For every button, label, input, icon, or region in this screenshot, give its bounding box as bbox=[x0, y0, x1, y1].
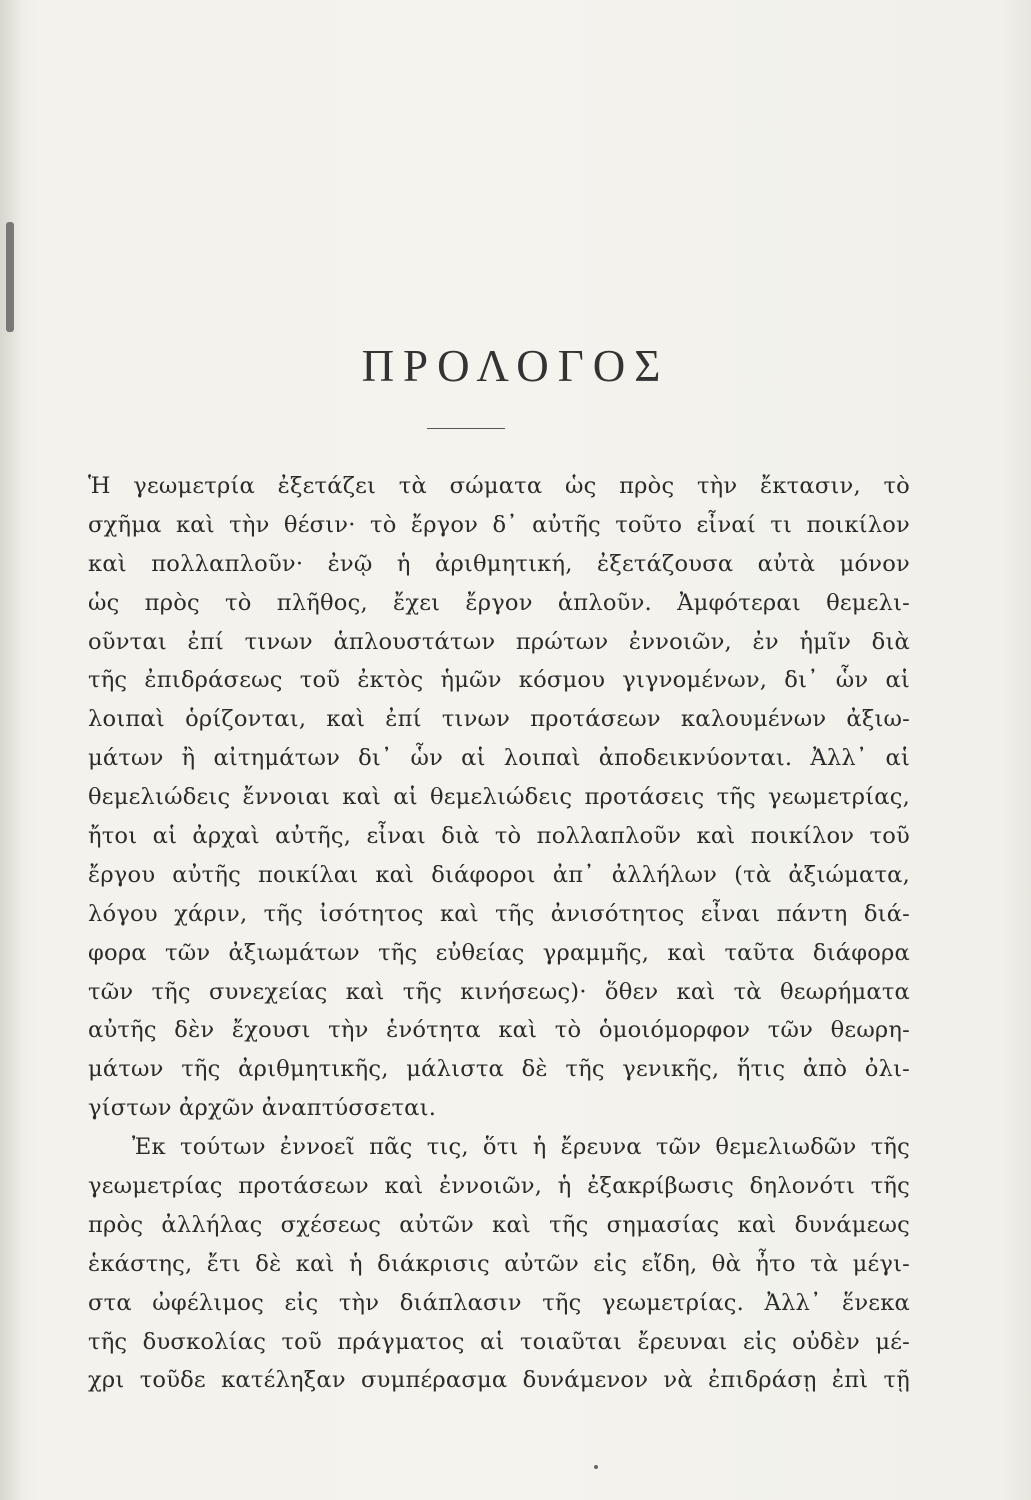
text-line: πρὸς ἀλλήλας σχέσεως αὐτῶν καὶ τῆς σημασίας καὶ δυνάμεως bbox=[88, 1211, 910, 1238]
text-line: Ἡ γεωμετρία ἐξετάζει τὰ σώματα ὡς πρὸς τὴν ἔκτασιν, τὸ bbox=[88, 473, 910, 499]
text-line: ἔργου αὐτῆς ποικίλαι καὶ διάφοροι ἀπ᾽ ἀλλήλων (τὰ ἀξιώματα, bbox=[88, 861, 910, 888]
text-line: οῦνται ἐπί τινων ἁπλουστάτων πρώτων ἐννοιῶν, ἐν ἡμῖν διὰ bbox=[88, 628, 910, 655]
text-line: ἤτοι αἱ ἀρχαὶ αὐτῆς, εἶναι διὰ τὸ πολλαπλοῦν καὶ ποικίλον τοῦ bbox=[88, 823, 910, 850]
text-line-paragraph-start: Ἐκ τούτων ἐννοεῖ πᾶς τις, ὅτι ἡ ἔρευνα τῶν θεμελιωδῶν τῆς bbox=[132, 1134, 910, 1161]
ink-speck bbox=[594, 1465, 598, 1469]
text-line: φορα τῶν ἀξιωμάτων τῆς εὐθείας γραμμῆς, καὶ ταῦτα διάφορα bbox=[88, 939, 910, 966]
page-title: ΠΡΟΛΟΓΟΣ bbox=[361, 341, 670, 391]
text-line: θεμελιώδεις ἔννοιαι καὶ αἱ θεμελιώδεις προτάσεις τῆς γεωμετρίας, bbox=[88, 784, 910, 811]
text-line: τῆς ἐπιδράσεως τοῦ ἐκτὸς ἡμῶν κόσμου γιγνομένων, δι᾽ ὧν αἱ bbox=[88, 667, 910, 694]
body-text bbox=[88, 467, 910, 1400]
text-line: ὡς πρὸς τὸ πλῆθος, ἔχει ἔργον ἁπλοῦν. Ἀμφότεραι θεμελι- bbox=[88, 589, 910, 616]
text-line: γεωμετρίας προτάσεων καὶ ἐννοιῶν, ἡ ἐξακρίβωσις δηλονότι τῆς bbox=[88, 1173, 910, 1200]
text-line: ἑκάστης, ἔτι δὲ καὶ ἡ διάκρισις αὐτῶν εἰς εἴδη, θὰ ἦτο τὰ μέγι- bbox=[88, 1250, 910, 1277]
text-line: μάτων ἢ αἰτημάτων δι᾽ ὧν αἱ λοιπαὶ ἀποδεικνύονται. Ἀλλ᾽ αἱ bbox=[88, 745, 910, 772]
text-line: λόγου χάριν, τῆς ἰσότητος καὶ τῆς ἀνισότητος εἶναι πάντη διά- bbox=[88, 900, 910, 927]
text-line: χρι τοῦδε κατέληξαν συμπέρασμα δυνάμενον νὰ ἐπιδράσῃ ἐπὶ τῇ bbox=[88, 1367, 910, 1394]
text-line: τῆς δυσκολίας τοῦ πράγματος αἱ τοιαῦται ἔρευναι εἰς οὐδὲν μέ- bbox=[88, 1328, 910, 1355]
margin-ink-mark bbox=[6, 222, 14, 332]
text-line: αὐτῆς δὲν ἔχουσι τὴν ἑνότητα καὶ τὸ ὁμοιόμορφον τῶν θεωρη- bbox=[88, 1017, 910, 1044]
text-line: σχῆμα καὶ τὴν θέσιν· τὸ ἔργον δ᾽ αὐτῆς τοῦτο εἶναί τι ποικίλον bbox=[88, 511, 910, 538]
text-line: μάτων τῆς ἀριθμητικῆς, μάλιστα δὲ τῆς γενικῆς, ἥτις ἀπὸ ὀλι- bbox=[88, 1056, 910, 1083]
text-line: λοιπαὶ ὁρίζονται, καὶ ἐπί τινων προτάσεων καλουμένων ἀξιω- bbox=[88, 706, 910, 733]
text-line: καὶ πολλαπλοῦν· ἐνῷ ἡ ἀριθμητική, ἐξετάζουσα αὐτὰ μόνον bbox=[88, 550, 910, 577]
title-underline-rule bbox=[427, 428, 505, 429]
text-line: τῶν τῆς συνεχείας καὶ τῆς κινήσεως)· ὅθεν καὶ τὰ θεωρήματα bbox=[88, 978, 910, 1005]
text-line-paragraph-end: γίστων ἀρχῶν ἀναπτύσσεται. bbox=[88, 1095, 437, 1122]
text-line: στα ὠφέλιμος εἰς τὴν διάπλασιν τῆς γεωμετρίας. Ἀλλ᾽ ἕνεκα bbox=[88, 1289, 910, 1316]
